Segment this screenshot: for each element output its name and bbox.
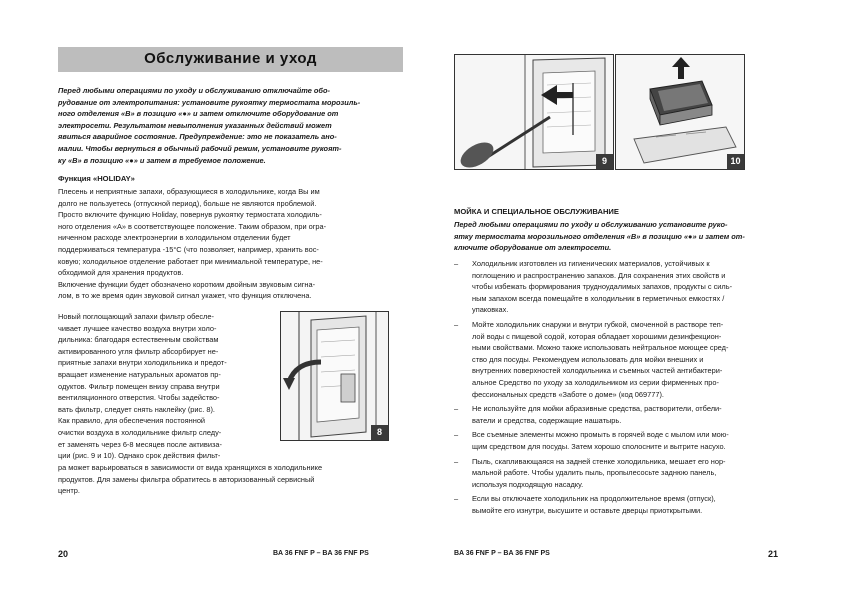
text-line: ра может варьироваться в зависимости от вида хранящихся в холодильнике <box>58 463 323 472</box>
text-line: ными свойствами. Можно также использовать нейтральное моющее сред- <box>472 343 729 353</box>
text-line: – Не используйте для мойки абразивные средства, растворители, отбели- <box>472 404 722 414</box>
text-line: внутренних поверхностей холодильника и съемных частей антибактери- <box>472 366 723 376</box>
text-line: явиться аварийное состояние. Предупреждение: это не показатель ано- <box>58 132 337 142</box>
filter-paragraph <box>58 311 268 462</box>
text-line: Плесень и неприятные запахи, образующиеся в холодильнике, когда Вы им <box>58 187 320 196</box>
figure-9-open-filter-cover <box>454 54 614 170</box>
figure-label: 8 <box>371 425 388 440</box>
text-line: Новый поглощающий запахи фильтр обесле- <box>58 312 214 321</box>
text-line: очистки воздуха в холодильнике фильтр следу- <box>58 427 222 437</box>
text-line: ятку термостата морозильного отделения «В» в позицию «●» и затем от- <box>454 231 745 241</box>
text-line: лом, в то же время один звуковой сигнал укажет, что функция отключена. <box>58 291 312 301</box>
text-line: ет заменять через 6-8 месяцев после активиза- <box>58 439 222 449</box>
text-line: ключите оборудование от электросети. <box>454 243 612 253</box>
list-item <box>454 403 794 426</box>
text-line: ниченном расходе электроэнергии в холодильном отделении будет <box>58 233 291 243</box>
section-header-bar <box>58 47 403 72</box>
text-line: лой воды с пищевой содой, которая обладает хорошими дезинфекцион- <box>472 331 722 341</box>
text-line: чивает лучшее качество воздуха внутри холо- <box>58 323 217 333</box>
list-item <box>454 456 794 491</box>
text-line: продуктов. Для замены фильтра обратитесь в авторизованный сервисный <box>58 474 315 484</box>
footer-model-right: BA 36 FNF P – BA 36 FNF PS <box>454 550 550 557</box>
text-line: – Мойте холодильник снаружи и внутри губкой, смоченной в растворе теп- <box>472 319 724 329</box>
text-line: Просто включите функцию Holiday, повернув рукоятку термостата холодиль- <box>58 210 322 220</box>
text-line: поддерживаться температура -15°С (что позволяет, например, хранить вос- <box>58 244 319 254</box>
page-number-left: 20 <box>58 549 69 559</box>
figure-label: 10 <box>727 154 744 169</box>
holiday-paragraph <box>58 186 398 302</box>
text-line: мальной работе. Чтобы удалить пыль, пропылесосьте заднюю панель, <box>472 468 717 478</box>
page-number-right: 21 <box>768 549 779 559</box>
text-line: малии. Чтобы вернуться в обычный рабочий режим, установите рукоят- <box>58 143 342 153</box>
text-line: ку «В» в позицию «●» и затем в требуемое положение. <box>58 155 266 165</box>
text-line: ции (рис. 9 и 10). Однако срок действия фильт- <box>58 451 221 461</box>
text-line: ватели и средства, содержащие нашатырь. <box>472 415 622 425</box>
cleaning-section-heading: МОЙКА И СПЕЦИАЛЬНОЕ ОБСЛУЖИВАНИЕ <box>454 207 619 216</box>
filter-cover-illustration <box>455 55 613 169</box>
text-line: – Пыль, скапливающаяся на задней стенке холодильника, мешает его нор- <box>472 456 726 466</box>
footer-model-left: BA 36 FNF P – BA 36 FNF PS <box>273 550 369 557</box>
text-line: Перед любыми операциями по уходу и обслуживанию отключайте обо- <box>58 86 330 95</box>
text-line: ство для посуды. Рекомендуем использовать для мойки внешних и <box>472 354 704 364</box>
text-line: упаковках. <box>472 305 509 315</box>
list-item <box>454 493 794 516</box>
text-line: Перед любыми операциями по уходу и обслуживанию установите руко- <box>454 220 728 229</box>
text-line: щим средством для посуды. Затем хорошо сполосните и вытрите насухо. <box>472 441 726 451</box>
text-line: поглощению и распространению запахов. Для сохранения этих свойств и <box>472 270 726 280</box>
figure-label: 9 <box>596 154 613 169</box>
text-line: вать фильтр, следует снять наклейку (рис. 8). <box>58 404 215 414</box>
list-item <box>454 429 794 452</box>
text-line: используя подходящую насадку. <box>472 479 584 489</box>
text-line: – Если вы отключаете холодильник на продолжительное время (отпуск), <box>472 494 716 504</box>
text-line: – Холодильник изготовлен из гигиенических материалов, устойчивых к <box>472 259 710 268</box>
cleaning-intro-paragraph <box>454 219 794 254</box>
text-line: дильника: благодаря естественным свойствам <box>58 335 219 345</box>
text-line: долго не пользуетесь (отпускной период), больше не являются проблемой. <box>58 198 317 208</box>
filter-paragraph-continued <box>58 462 403 497</box>
list-item <box>454 319 794 400</box>
intro-warning-paragraph <box>58 85 398 166</box>
text-line: Включение функции будет обозначено коротким двойным звуковым сигна- <box>58 279 316 289</box>
holiday-heading: Функция «HOLIDAY» <box>58 174 135 183</box>
text-line: ного отделения «В» в позицию «●» и затем отключите оборудование от <box>58 109 339 119</box>
text-line: приятные запахи внутри холодильника и предот- <box>58 358 227 368</box>
list-item <box>454 258 794 316</box>
cleaning-instructions-list <box>454 258 794 519</box>
text-line: чтобы избежать формирования трудноудалимых запахов, продукты с силь- <box>472 282 733 292</box>
text-line: активированного угля фильтр абсорбирует не- <box>58 346 219 356</box>
text-line: вымойте его изнутри, высушите и оставьте дверцы приоткрытыми. <box>472 505 703 515</box>
figure-8-remove-sticker <box>280 311 389 441</box>
text-line: ковую; холодильное отделение работает при минимальной температуре, не- <box>58 256 323 266</box>
figure-10-replace-filter <box>615 54 745 170</box>
filter-replacement-illustration <box>616 55 744 169</box>
text-line: обходимой для хранения продуктов. <box>58 268 184 278</box>
text-line: ным запахом всегда помещайте в холодильник в герметичных емкостях / <box>472 293 725 303</box>
text-line: альное Средство по уходу за холодильником из серии фирменных про- <box>472 377 719 387</box>
text-line: – Все съемные элементы можно промыть в горячей воде с мылом или мою- <box>472 430 729 440</box>
text-line: рудование от электропитания: установите рукоятку термостата морозиль- <box>58 97 361 107</box>
text-line: центр. <box>58 486 80 496</box>
text-line: Как правило, для обеспечения постоянной <box>58 416 206 426</box>
text-line: одуктов. Фильтр помещен внизу справа внутри <box>58 381 220 391</box>
text-line: ного отделения «А» в соответствующее положение. Таким образом, при огра- <box>58 221 327 231</box>
page-title: Обслуживание и уход <box>144 50 317 67</box>
text-line: вращает изменение натуральных ароматов пр- <box>58 369 221 379</box>
text-line: фессиональных средств «Заботе о доме» (код 069777). <box>472 389 664 399</box>
text-line: вентиляционного отверстия. Чтобы задейство- <box>58 393 220 403</box>
text-line: электросети. Результатом невыполнения указанных действий может <box>58 120 332 130</box>
fridge-interior-illustration <box>281 312 388 440</box>
